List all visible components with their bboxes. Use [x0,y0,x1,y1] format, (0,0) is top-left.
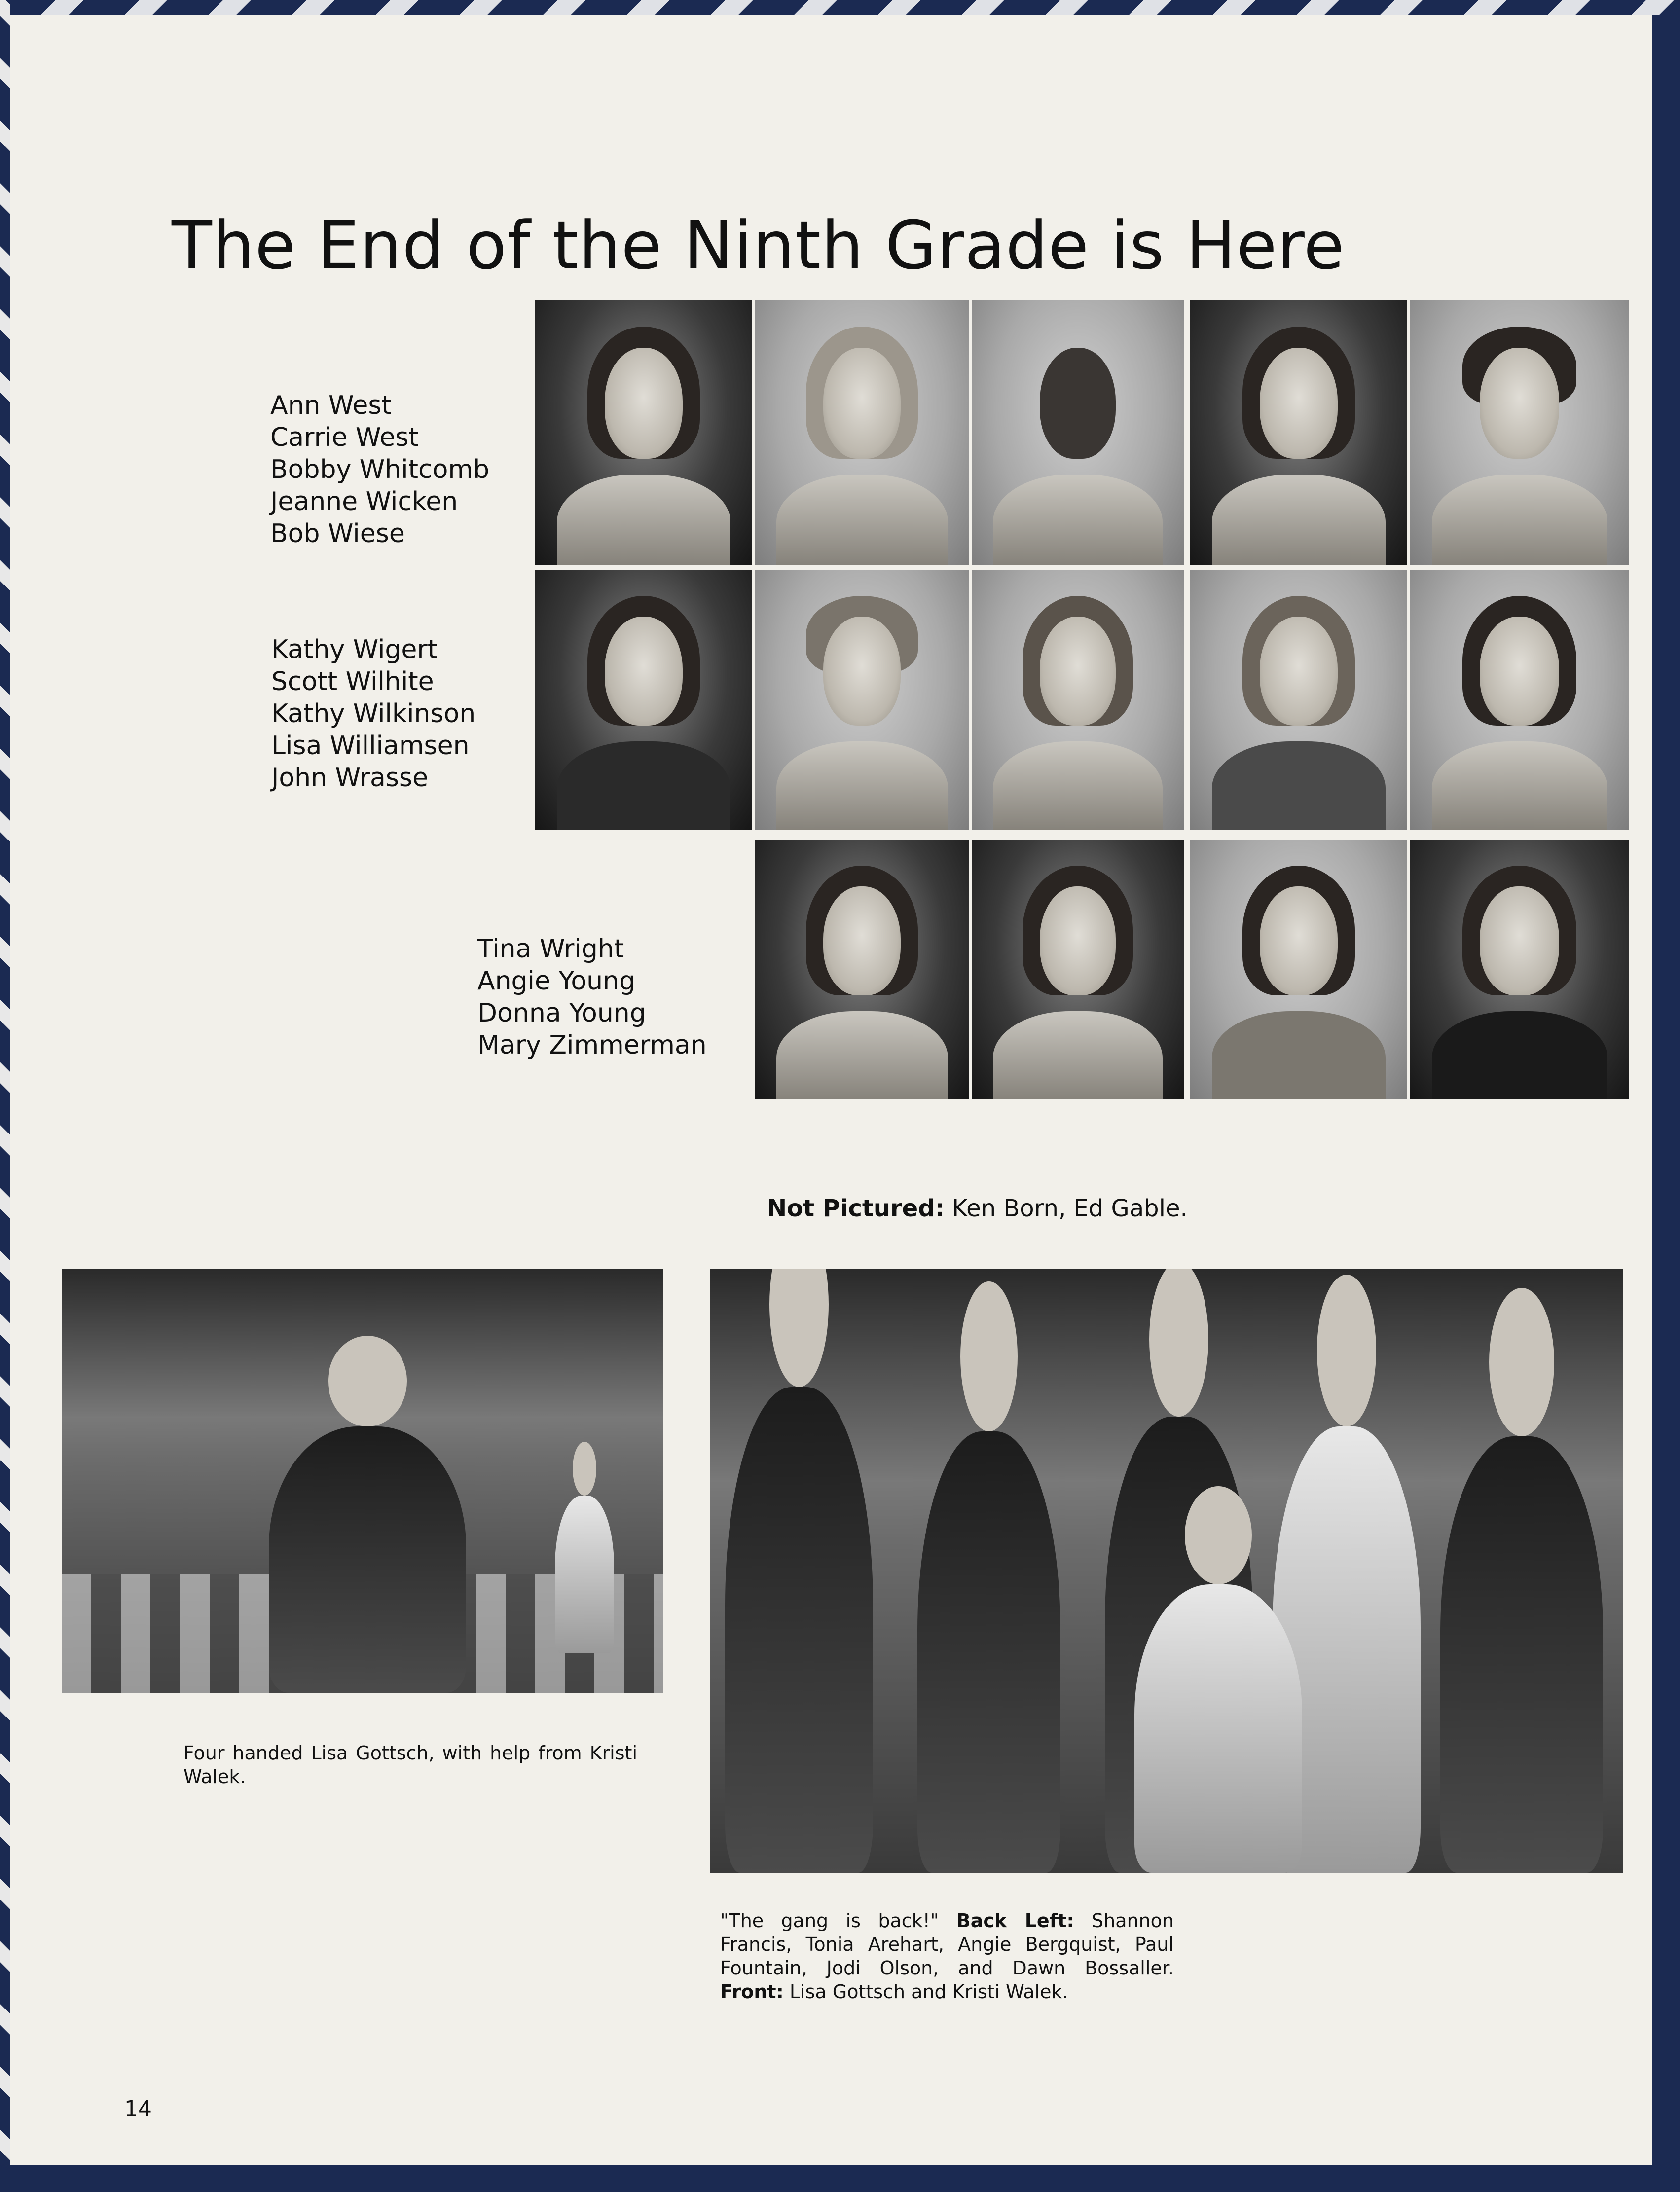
figure [1134,1584,1302,1873]
student-name: Kathy Wigert [271,635,438,664]
portrait-donna-young [1190,840,1407,1099]
figure [1440,1436,1603,1873]
student-name: Scott Wilhite [271,667,434,696]
figure [917,1431,1060,1873]
portrait-john-wrasse [1410,570,1629,830]
cover-edge-left [0,0,10,2192]
portrait-kathy-wilkinson [972,570,1184,830]
group-photo-gang [710,1269,1623,1873]
portrait-bob-wiese [1410,300,1629,565]
caption-back-label: Back Left: [956,1910,1074,1932]
caption-right-photo [720,1909,1174,2004]
portrait-kathy-wigert [535,570,752,830]
portrait-bobby-whitcomb [972,300,1184,565]
caption-front-label: Front: [720,1981,784,2003]
portrait-jeanne-wicken [1190,300,1407,565]
portrait-angie-young [972,840,1184,1099]
student-name: Lisa Williamsen [271,731,470,761]
caption-front-names: Lisa Gottsch and Kristi Walek. [783,1981,1068,2003]
student-name: Jeanne Wicken [270,487,458,516]
portrait-ann-west [535,300,752,565]
name-list-row-1 [270,390,489,550]
student-name: Kathy Wilkinson [271,699,476,729]
portrait-carrie-west [755,300,969,565]
student-name: Carrie West [270,423,419,452]
caption-left-photo: Four handed Lisa Gottsch, with help from Kristi Walek. [183,1742,637,1788]
caption-back-names: Shannon Francis, Tonia Arehart, Angie Bergquist, Paul Fountain, Jodi Olson, and Dawn Bossaller. [720,1910,1174,1979]
portrait-mary-zimmerman [1410,840,1629,1099]
yearbook-page [10,15,1652,2165]
student-name: Donna Young [477,998,646,1028]
cover-edge-top [0,0,1680,15]
page-number: 14 [124,2096,152,2121]
not-pictured-label: Not Pictured: [767,1195,945,1222]
name-list-row-2 [271,634,475,794]
not-pictured-note [767,1195,1188,1222]
caption-quote: "The gang is back!" [720,1910,956,1932]
portrait-tina-wright [755,840,969,1099]
not-pictured-names: Ken Born, Ed Gable. [944,1195,1188,1222]
student-name: Bob Wiese [270,519,405,548]
figure [555,1496,614,1653]
candid-photo-hallway [62,1269,663,1693]
student-name: Tina Wright [477,934,624,964]
page-title: The End of the Ninth Grade is Here [172,207,1345,284]
portrait-lisa-williamsen [1190,570,1407,830]
figure [725,1387,873,1873]
student-name: Angie Young [477,966,636,996]
portrait-scott-wilhite [755,570,969,830]
student-name: Ann West [270,391,392,420]
figure [269,1426,466,1693]
name-list-row-3 [477,933,707,1061]
student-name: Mary Zimmerman [477,1030,707,1060]
student-name: Bobby Whitcomb [270,455,490,484]
student-name: John Wrasse [271,763,429,793]
